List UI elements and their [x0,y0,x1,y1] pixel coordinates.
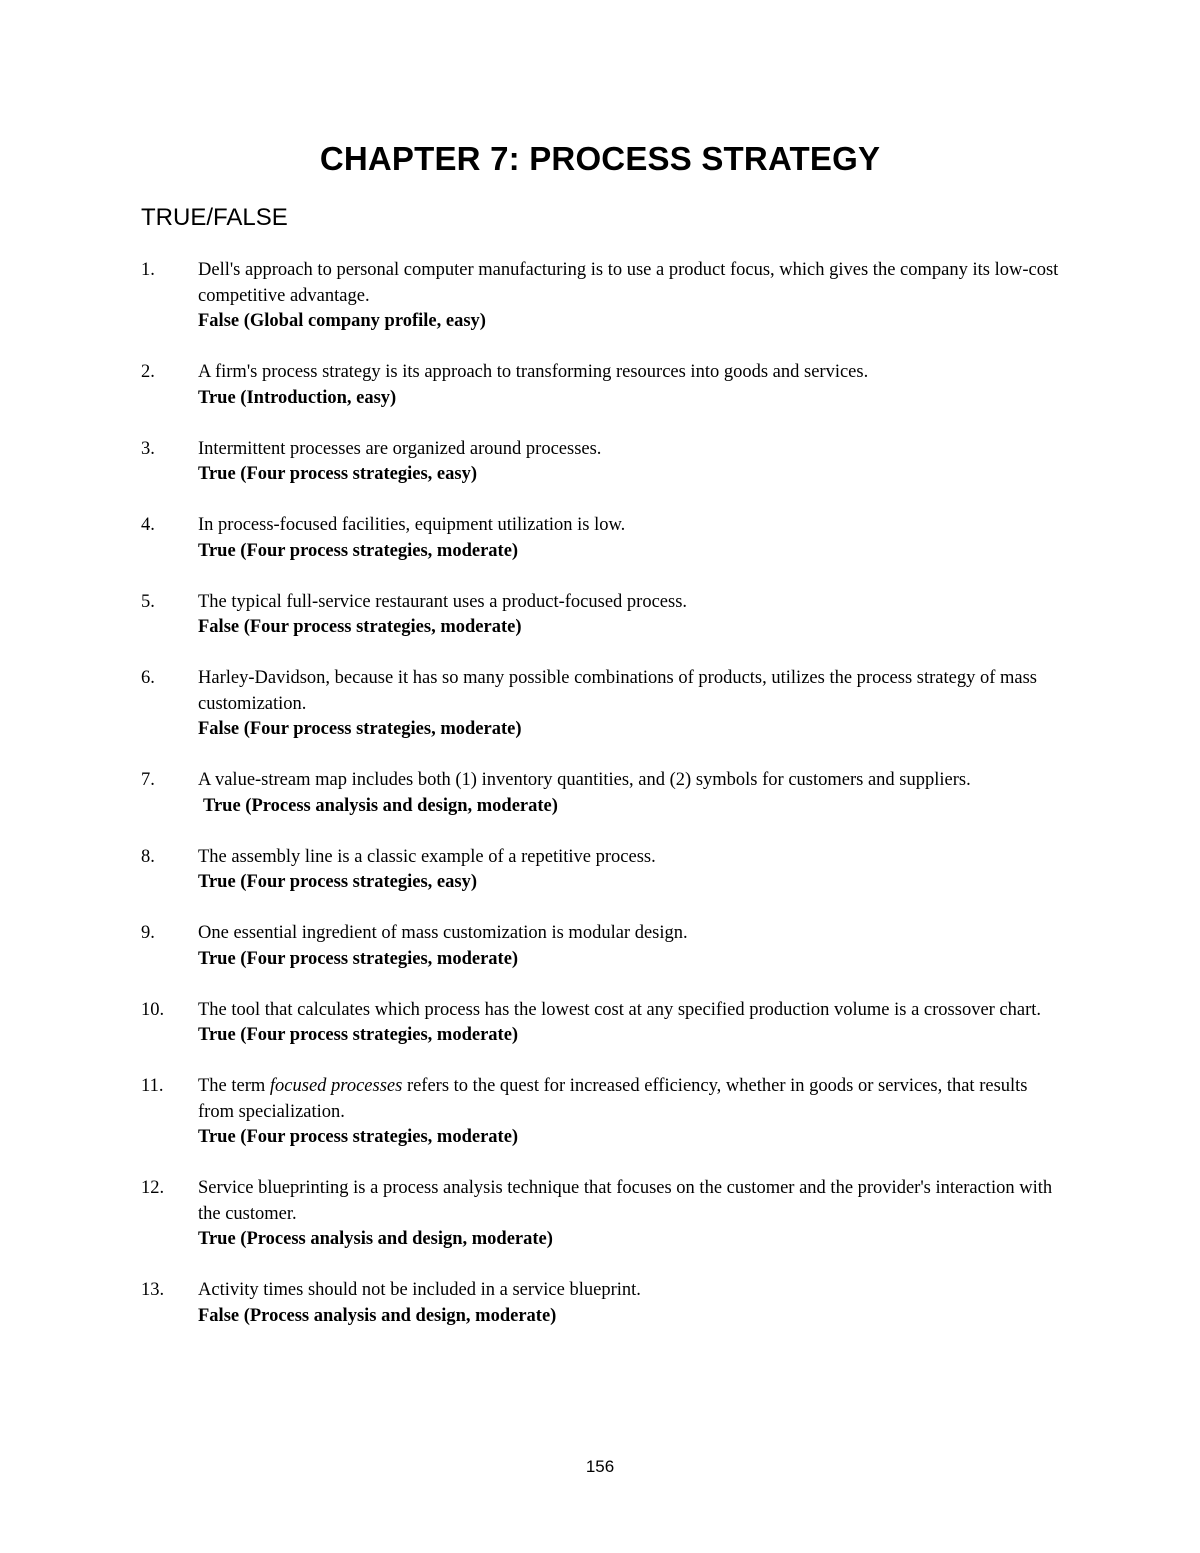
question-text: Dell's approach to personal computer manufacturing is to use a product focus, which gives the company its low-cost competitive advantage. [198,260,1059,306]
question-answer: True (Four process strategies, moderate) [198,948,519,969]
question-text-italic-term: focused processes [269,1076,403,1096]
question-text [198,1074,1068,1125]
question-answer: True (Four process strategies, moderate) [198,1025,519,1045]
section-heading: TRUE/FALSE [141,204,288,231]
question-item [0,998,1200,1049]
question-number: 13. [141,1280,165,1300]
question-answer: False (Global company profile, easy) [198,311,486,331]
question-item [0,1074,1200,1151]
question-answer: True (Introduction, easy) [198,387,397,408]
question-item [0,845,1200,896]
question-number: 11. [141,1076,164,1096]
question-text: Intermittent processes are organized around processes. [198,438,602,459]
question-text: The typical full-service restaurant uses a product-focused process. [198,591,688,612]
question-answer: True (Process analysis and design, moderate) [198,1229,553,1249]
question-text-after: refers to the quest for increased efficiency, whether in goods or services, that results from specialization. [198,1076,1028,1122]
question-answer: False (Four process strategies, moderate) [198,617,522,637]
question-number: 12. [141,1178,165,1198]
question-answer: True (Four process strategies, moderate) [198,540,519,561]
question-number: 9. [141,923,155,943]
question-list [0,258,1200,1355]
question-number: 7. [141,770,155,790]
question-number: 6. [141,668,155,688]
question-number: 10. [141,999,165,1020]
question-text: Harley-Davidson, because it has so many possible combinations of products, utilizes the process strategy of mass customization. [198,668,1037,714]
question-answer: True (Process analysis and design, moderate) [203,795,558,816]
question-number: 1. [141,260,155,280]
question-item [0,921,1200,972]
question-item [0,437,1200,488]
question-number: 3. [141,438,155,459]
question-text: The assembly line is a classic example of a repetitive process. [198,846,656,867]
question-answer: False (Four process strategies, moderate) [198,719,522,739]
question-text: One essential ingredient of mass customization is modular design. [198,923,688,943]
page-number: 156 [585,1457,615,1476]
question-number: 4. [141,515,155,535]
question-answer: False (Process analysis and design, moderate) [198,1305,557,1326]
chapter-title: CHAPTER 7: PROCESS STRATEGY [319,140,881,177]
question-answer: True (Four process strategies, easy) [198,872,477,892]
question-number: 8. [141,846,155,867]
question-text: Service blueprinting is a process analysis technique that focuses on the customer and the provider's interaction with the customer. [198,1178,1053,1224]
question-answer: True (Four process strategies, easy) [198,464,477,484]
question-text: A value-stream map includes both (1) inventory quantities, and (2) symbols for customers and suppliers. [198,770,971,790]
question-text: The tool that calculates which process has the lowest cost at any specified production volume is a crossover chart. [198,999,1042,1020]
question-item [0,666,1200,743]
question-item [0,590,1200,641]
question-number: 5. [141,591,155,612]
question-item [0,360,1200,411]
question-text-before: The term [198,1076,270,1096]
question-item [0,513,1200,564]
question-text: In process-focused facilities, equipment utilization is low. [198,515,626,535]
question-number: 2. [141,362,155,382]
question-text: Activity times should not be included in a service blueprint. [198,1280,641,1300]
question-text: A firm's process strategy is its approach to transforming resources into goods and services. [198,362,869,382]
question-item [0,768,1200,819]
question-item [0,258,1200,335]
question-answer: True (Four process strategies, moderate) [198,1127,519,1147]
question-item [0,1176,1200,1253]
question-item [0,1278,1200,1329]
